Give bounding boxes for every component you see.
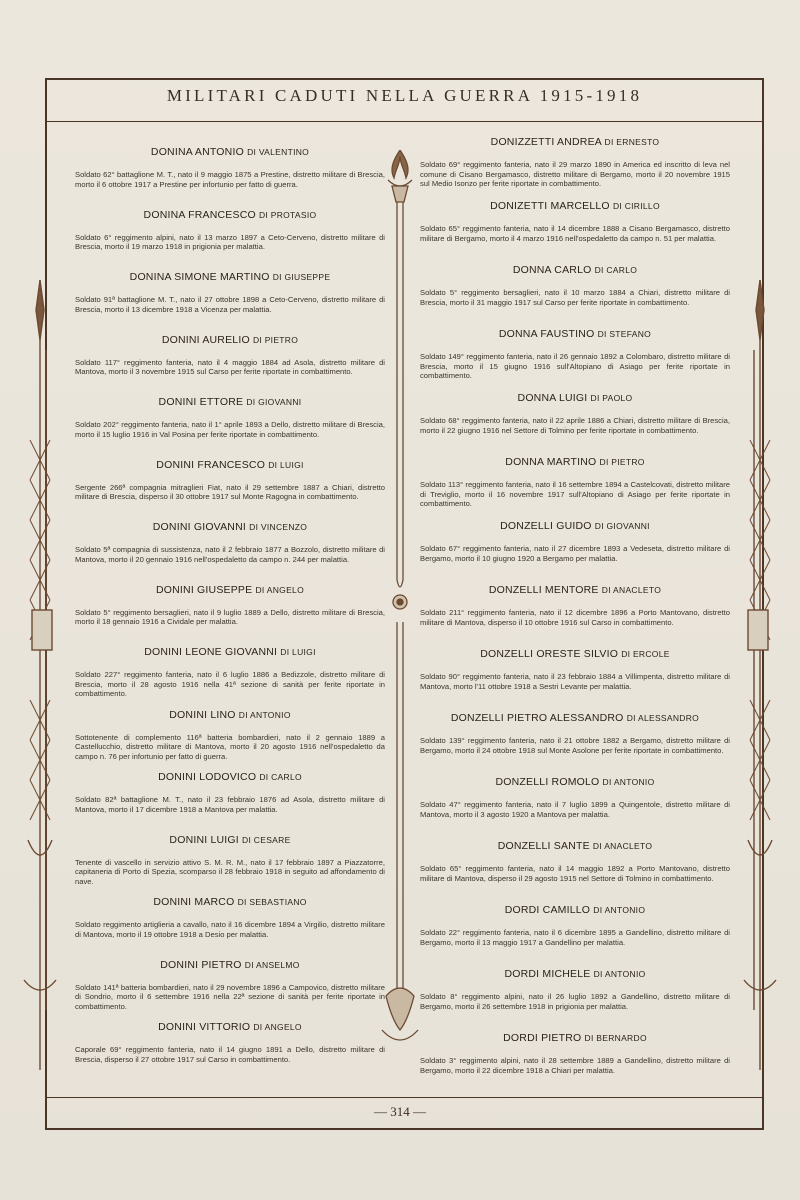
entry-block bbox=[420, 264, 730, 307]
entry-name bbox=[420, 200, 730, 212]
entry-name bbox=[420, 264, 730, 276]
entry-block bbox=[420, 712, 730, 755]
parent-name: DI ERCOLE bbox=[621, 649, 670, 659]
parent-name: DI ANSELMO bbox=[244, 959, 300, 970]
soldier-name: DONINI PIETRO bbox=[160, 958, 242, 971]
entry-name bbox=[75, 834, 385, 846]
entry-name bbox=[420, 776, 730, 788]
parent-name: DI GIUSEPPE bbox=[272, 272, 331, 282]
parent-name: DI LUIGI bbox=[280, 647, 316, 657]
entry-description: Soldato 67° reggimento fanteria, nato il 27 dicembre 1893 a Vedeseta, distretto militare di Bergamo, morto il 10 giugno 1920 a Bergamo per malattia. bbox=[420, 544, 730, 563]
page-title: MILITARI CADUTI NELLA GUERRA 1915-1918 bbox=[166, 86, 643, 105]
parent-name: DI CESARE bbox=[242, 834, 291, 845]
parent-name: DI LUIGI bbox=[268, 459, 304, 470]
lance-ornament-icon bbox=[730, 280, 790, 1070]
soldier-name: DONINI AURELIO bbox=[161, 333, 250, 346]
entry-block bbox=[420, 776, 730, 819]
entry-block bbox=[75, 146, 385, 189]
entry-block bbox=[420, 584, 730, 627]
entry-name bbox=[75, 584, 385, 596]
parent-name: DI PROTASIO bbox=[258, 209, 317, 220]
parent-name: DI ANTONIO bbox=[593, 905, 646, 915]
entry-description: Soldato 6° reggimento alpini, nato il 13 marzo 1897 a Ceto-Cerveno, distretto militare di Brescia, morto il 19 marzo 1918 in prigionia per malattia. bbox=[75, 232, 385, 252]
soldier-name: DONZELLI ORESTE SILVIO bbox=[480, 648, 619, 660]
parent-name: DI ALESSANDRO bbox=[626, 713, 700, 723]
entry-block bbox=[420, 968, 730, 1011]
parent-name: DI VALENTINO bbox=[247, 147, 310, 157]
entry-block bbox=[75, 834, 385, 887]
entry-name bbox=[75, 146, 385, 158]
soldier-name: DONINI LUIGI bbox=[169, 833, 239, 846]
entry-description: Soldato 117° reggimento fanteria, nato il 4 maggio 1884 ad Asola, distretto militare di Mantova, morto il 3 novembre 1915 sul Carso per ferite riportate in combattimento. bbox=[75, 357, 385, 377]
soldier-name: DONNA LUIGI bbox=[517, 392, 588, 404]
entry-name bbox=[420, 392, 730, 404]
soldier-name: DONIZETTI MARCELLO bbox=[490, 200, 610, 212]
entry-name bbox=[75, 771, 385, 783]
entry-description: Soldato 22° reggimento fanteria, nato il 6 dicembre 1895 a Gandellino, distretto militare di Bergamo, morto il 13 maggio 1917 a Gandellino per malattia. bbox=[420, 928, 730, 947]
parent-name: DI ANACLETO bbox=[601, 585, 662, 595]
entry-name bbox=[420, 136, 730, 148]
entry-description: Soldato 141ª batteria bombardieri, nato il 29 novembre 1896 a Campovico, distretto militare di Sondrio, morto il 6 settembre 1916 nella 22ª sezione di sanità per ferite riportate in combattimento. bbox=[75, 982, 385, 1011]
entry-block bbox=[420, 648, 730, 691]
parent-name: DI CARLO bbox=[259, 772, 302, 782]
entry-description: Soldato 211° reggimento fanteria, nato il 12 dicembre 1896 a Porto Mantovano, distretto militare di Mantova, disperso il 10 ottobre 1916 sul Carso in combattimento. bbox=[420, 608, 730, 627]
soldier-name: DONINI LODOVICO bbox=[158, 771, 257, 783]
entry-description: Soldato 5° reggimento bersaglieri, nato il 10 marzo 1884 a Chiari, distretto militare di Brescia, morto il 31 maggio 1917 sul Carso per ferite riportate in combattimento. bbox=[420, 288, 730, 307]
entry-description: Sottotenente di complemento 116ª batteria bombardieri, nato il 2 gennaio 1889 a Castellucchio, distretto militare di Mantova, morto il 20 agosto 1916 nell'ospedaletto da campo n. 76 per infortunio per fatto di guerra. bbox=[75, 732, 385, 761]
entry-name bbox=[75, 521, 385, 533]
parent-name: DI ANACLETO bbox=[592, 841, 653, 851]
soldier-name: DONINA ANTONIO bbox=[150, 146, 244, 158]
parent-name: DI SEBASTIANO bbox=[237, 897, 307, 907]
entry-description: Caporale 69° reggimento fanteria, nato il 14 giugno 1891 a Dello, distretto militare di Brescia, disperso il 27 ottobre 1917 sul Carso in combattimento. bbox=[75, 1045, 385, 1064]
entry-block bbox=[420, 1032, 730, 1075]
parent-name: DI CARLO bbox=[594, 265, 638, 275]
entry-description: Soldato 139° reggimento fanteria, nato il 21 ottobre 1882 a Bergamo, distretto militare di Bergamo, morto il 24 ottobre 1918 sul Monte Asolone per ferite riportate in combattimento. bbox=[420, 736, 730, 755]
entry-block bbox=[420, 200, 730, 243]
entry-name bbox=[420, 456, 730, 468]
entry-block bbox=[75, 896, 385, 939]
page-number: — 314 — bbox=[374, 1104, 426, 1119]
entry-name bbox=[75, 396, 385, 408]
soldier-name: DONINI FRANCESCO bbox=[156, 458, 266, 471]
entry-block bbox=[75, 709, 385, 762]
parent-name: DI PIETRO bbox=[252, 334, 299, 345]
entry-block bbox=[420, 904, 730, 947]
entry-description: Soldato 69° reggimento fanteria, nato il 29 marzo 1890 in America ed inscritto di leva nel comune di Cisano Bergamasco, distretto militare di Bergamo, morto il 20 novembre 1915 sul Medio Isonzo per ferite riportate in combattimento. bbox=[420, 160, 730, 189]
entry-description: Soldato 47° reggimento fanteria, nato il 7 luglio 1899 a Quingentole, distretto militare di Mantova, morto il 3 agosto 1920 a Mantova per malattia. bbox=[420, 800, 730, 819]
entry-name bbox=[75, 1021, 385, 1033]
entry-name bbox=[75, 959, 385, 971]
entry-name bbox=[420, 1032, 730, 1044]
soldier-name: DORDI PIETRO bbox=[503, 1032, 582, 1044]
entry-description: Soldato 5° reggimento bersaglieri, nato il 9 luglio 1889 a Dello, distretto militare di Brescia, morto il 18 gennaio 1916 a Cividale per malattia. bbox=[75, 607, 385, 627]
entry-block bbox=[75, 459, 385, 502]
soldier-name: DORDI CAMILLO bbox=[504, 904, 591, 916]
soldier-name: DONINI ETTORE bbox=[158, 396, 244, 408]
header-divider bbox=[47, 121, 762, 122]
entry-block bbox=[420, 392, 730, 435]
entry-block bbox=[420, 136, 730, 189]
parent-name: DI ANGELO bbox=[255, 584, 304, 595]
soldier-name: DONINA SIMONE MARTINO bbox=[129, 271, 270, 283]
entry-block bbox=[75, 521, 385, 564]
entry-description: Soldato 149° reggimento fanteria, nato il 26 gennaio 1892 a Colombaro, distretto militare di Brescia, morto il 15 giugno 1916 sull'Altopiano di Asiago per ferite riportate in combattimento. bbox=[420, 352, 730, 381]
entry-description: Soldato 227° reggimento fanteria, nato il 6 luglio 1886 a Bedizzole, distretto militare di Brescia, morto il 28 agosto 1916 nella 41ª sezione di sanità per ferite riportate in combattimento. bbox=[75, 670, 385, 699]
entry-description: Sergente 266ª compagnia mitraglieri Fiat, nato il 29 settembre 1887 a Chiari, distretto militare di Brescia, disperso il 30 ottobre 1917 sul Monte Ragogna in combattimento. bbox=[75, 482, 385, 502]
entry-block bbox=[75, 271, 385, 314]
soldier-name: DONINI GIOVANNI bbox=[152, 521, 246, 533]
entry-block bbox=[420, 456, 730, 509]
entry-name bbox=[420, 584, 730, 596]
soldier-name: DONZELLI GUIDO bbox=[500, 520, 592, 532]
soldier-name: DONINI LINO bbox=[169, 708, 236, 721]
parent-name: DI GIOVANNI bbox=[246, 397, 302, 407]
entry-name bbox=[420, 648, 730, 660]
parent-name: DI CIRILLO bbox=[612, 201, 660, 211]
soldier-name: DONZELLI ROMOLO bbox=[495, 776, 600, 788]
entry-name bbox=[75, 896, 385, 908]
parent-name: DI GIOVANNI bbox=[594, 521, 650, 531]
entry-block bbox=[75, 209, 385, 252]
entry-name bbox=[75, 646, 385, 658]
parent-name: DI ERNESTO bbox=[604, 137, 660, 147]
entry-description: Soldato 202° reggimento fanteria, nato il 1° aprile 1893 a Dello, distretto militare di Brescia, morto il 15 luglio 1916 in Val Posina per ferite riportate in combattimento. bbox=[75, 420, 385, 439]
parent-name: DI ANTONIO bbox=[593, 969, 646, 979]
entry-block bbox=[75, 959, 385, 1012]
entry-block bbox=[420, 840, 730, 883]
parent-name: DI BERNARDO bbox=[584, 1033, 647, 1043]
soldier-name: DONZELLI PIETRO ALESSANDRO bbox=[450, 712, 624, 724]
soldier-name: DONINI GIUSEPPE bbox=[155, 583, 253, 596]
entry-name bbox=[75, 334, 385, 346]
soldier-name: DONZELLI SANTE bbox=[497, 840, 590, 852]
entry-description: Soldato 65° reggimento fanteria, nato il 14 maggio 1892 a Porto Mantovano, distretto militare di Mantova, disperso il 29 agosto 1915 nel Settore di Tolmino in combattimento. bbox=[420, 864, 730, 883]
entry-description: Soldato 65° reggimento fanteria, nato il 14 dicembre 1888 a Cisano Bergamasco, distretto militare di Bergamo, morto il 4 marzo 1916 nell'ospedaletto da campo n. 51 per malattia. bbox=[420, 224, 730, 243]
soldier-name: DORDI MICHELE bbox=[504, 968, 591, 980]
soldier-name: DONINI VITTORIO bbox=[158, 1021, 251, 1033]
soldier-name: DONNA FAUSTINO bbox=[498, 328, 595, 340]
parent-name: DI VINCENZO bbox=[249, 522, 308, 532]
entry-name bbox=[75, 271, 385, 283]
entry-description: Soldato 8° reggimento alpini, nato il 26 luglio 1892 a Gandellino, distretto militare di Bergamo, morto il 26 settembre 1918 in prigionia per malattia. bbox=[420, 992, 730, 1011]
soldier-name: DONNA MARTINO bbox=[505, 456, 597, 468]
entry-name bbox=[420, 904, 730, 916]
entry-description: Soldato 113° reggimento fanteria, nato il 16 settembre 1894 a Castelcovati, distretto militare di Treviglio, morto il 16 novembre 1917 sull'Altopiano di Asiago per ferite riportate in combattimento. bbox=[420, 480, 730, 509]
entry-name bbox=[75, 459, 385, 471]
entry-block bbox=[75, 396, 385, 439]
soldier-name: DONINI MARCO bbox=[153, 896, 235, 908]
entry-block bbox=[420, 328, 730, 381]
entry-name bbox=[75, 209, 385, 221]
entry-name bbox=[420, 840, 730, 852]
entry-description: Soldato 62° battaglione M. T., nato il 9 maggio 1875 a Prestine, distretto militare di Brescia, morto il 6 ottobre 1917 a Prestine per infortunio per fatto di guerra. bbox=[75, 170, 385, 189]
parent-name: DI PAOLO bbox=[590, 393, 633, 403]
entry-description: Soldato 82ª battaglione M. T., nato il 23 febbraio 1876 ad Asola, distretto militare di Mantova, morto il 17 dicembre 1918 a Mantova per malattia. bbox=[75, 795, 385, 814]
parent-name: DI ANGELO bbox=[253, 1022, 302, 1032]
lance-ornament-icon bbox=[10, 280, 70, 1070]
entry-name bbox=[420, 328, 730, 340]
entry-block bbox=[75, 334, 385, 377]
parent-name: DI ANTONIO bbox=[602, 777, 655, 787]
entry-name bbox=[420, 520, 730, 532]
soldier-name: DONZELLI MENTORE bbox=[488, 584, 599, 596]
entry-block bbox=[75, 584, 385, 627]
parent-name: DI ANTONIO bbox=[238, 709, 291, 720]
entry-description: Soldato 5ª compagnia di sussistenza, nato il 2 febbraio 1877 a Bozzolo, distretto militare di Mantova, morto il 20 gennaio 1916 nell'ospedaletto da campo n. 244 per malattia. bbox=[75, 545, 385, 564]
entry-description: Soldato 68° reggimento fanteria, nato il 22 aprile 1886 a Chiari, distretto militare di Brescia, morto il 22 giugno 1916 nel Settore di Tolmino per ferite riportate in combattimento. bbox=[420, 416, 730, 435]
parent-name: DI PIETRO bbox=[599, 457, 645, 467]
entry-description: Soldato reggimento artiglieria a cavallo, nato il 16 dicembre 1894 a Virgilio, distretto militare di Mantova, morto il 19 ottobre 1918 a Desio per malattia. bbox=[75, 920, 385, 939]
soldier-name: DONNA CARLO bbox=[512, 264, 592, 276]
entry-description: Tenente di vascello in servizio attivo S. M. R. M., nato il 17 febbraio 1897 a Piazzatorre, capitaneria di Porto di Spezia, scomparso il 28 febbraio 1918 in seguito ad affondamento di nave. bbox=[75, 857, 385, 886]
parent-name: DI STEFANO bbox=[597, 329, 652, 339]
entry-description: Soldato 90° reggimento fanteria, nato il 23 febbraio 1884 a Villimpenta, distretto militare di Mantova, morto l'11 ottobre 1918 a Sestri Levante per malattia. bbox=[420, 672, 730, 691]
footer-divider bbox=[47, 1097, 762, 1098]
entry-block bbox=[75, 1021, 385, 1064]
entry-block bbox=[75, 771, 385, 814]
entry-description: Soldato 91ª battaglione M. T., nato il 27 ottobre 1898 a Ceto-Cerveno, distretto militare di Brescia, morto il 13 dicembre 1918 a Vicenza per malattia. bbox=[75, 295, 385, 314]
entry-description: Soldato 3° reggimento alpini, nato il 28 settembre 1889 a Gandellino, distretto militare di Bergamo, morto il 22 dicembre 1918 a Chiari per malattia. bbox=[420, 1056, 730, 1075]
entry-block bbox=[75, 646, 385, 699]
soldier-name: DONINI LEONE GIOVANNI bbox=[144, 646, 278, 658]
soldier-name: DONIZZETTI ANDREA bbox=[490, 136, 602, 148]
entry-name bbox=[75, 709, 385, 721]
entry-name bbox=[420, 968, 730, 980]
soldier-name: DONINA FRANCESCO bbox=[143, 208, 256, 221]
entry-block bbox=[420, 520, 730, 563]
entry-name bbox=[420, 712, 730, 724]
